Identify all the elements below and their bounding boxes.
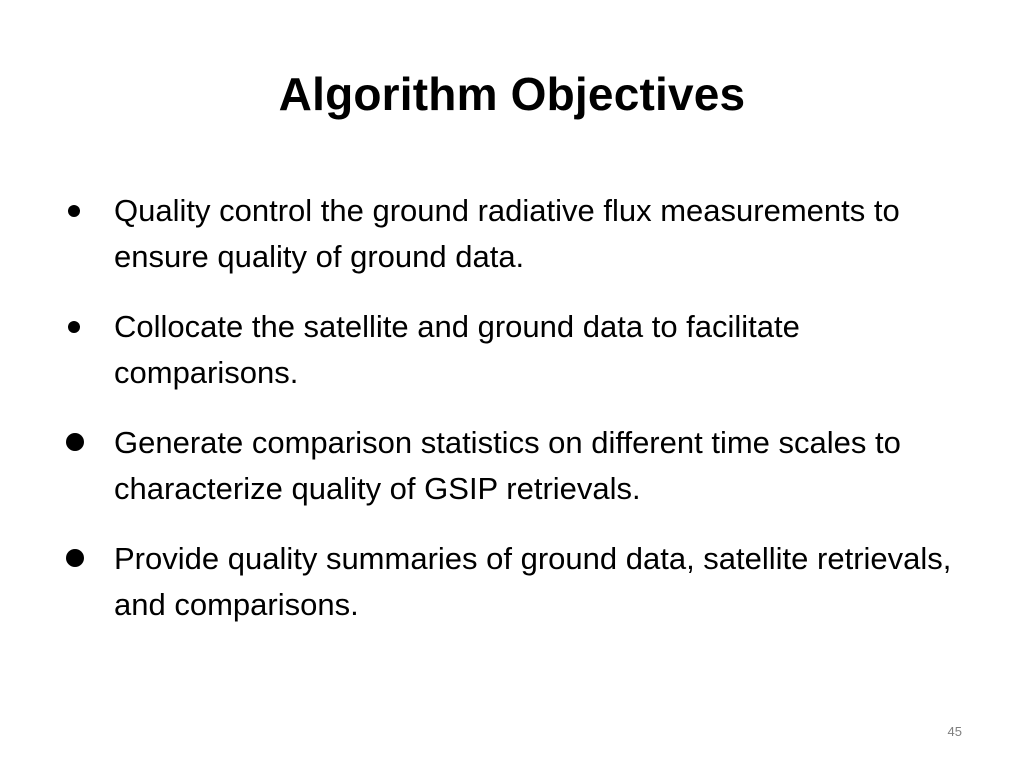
bullet-item-collocate — [56, 304, 976, 396]
bullet-icon — [68, 205, 80, 217]
bullet-item-generate-statistics — [56, 420, 976, 512]
bullet-icon — [68, 321, 80, 333]
page-number: 45 — [947, 724, 962, 739]
slide-title: Algorithm Objectives — [278, 68, 746, 120]
bullet-text: Generate comparison statistics on different time scales to characterize quality of GSIP retrievals. — [114, 425, 901, 506]
bullet-list — [56, 188, 976, 652]
bullet-text: Quality control the ground radiative flux measurements to ensure quality of ground data. — [114, 193, 900, 274]
bullet-icon — [66, 433, 84, 451]
bullet-item-quality-control — [56, 188, 976, 280]
bullet-icon — [66, 549, 84, 567]
bullet-item-quality-summaries — [56, 536, 976, 628]
bullet-text: Collocate the satellite and ground data to facilitate comparisons. — [114, 309, 800, 390]
bullet-text: Provide quality summaries of ground data, satellite retrievals, and comparisons. — [114, 541, 952, 622]
